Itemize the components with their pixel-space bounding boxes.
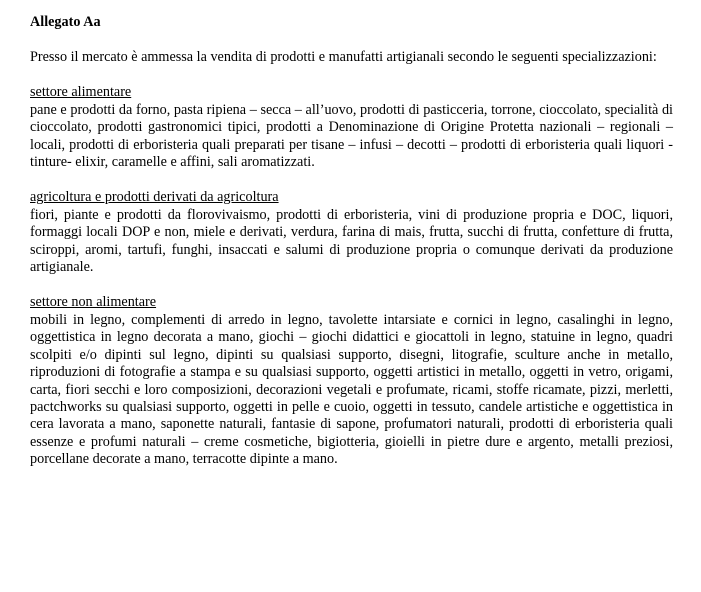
intro-paragraph: Presso il mercato è ammessa la vendita di prodotti e manufatti artigianali secondo le seguenti specializzazioni: [30,49,657,65]
section-heading-food: settore alimentare [30,84,132,101]
section-non-food [30,294,673,468]
section-agriculture [30,189,673,276]
section-heading-agriculture: agricoltura e prodotti derivati da agricoltura [30,189,279,206]
section-body-food: pane e prodotti da forno, pasta ripiena – secca – all’uovo, prodotti di pasticceria, torrone, cioccolato, specialità di cioccolato, prodotti gastronomici tipici, prodotti a Denominazione di Origine Protetta nazionali – regionali – locali, prodotti di erboristeria quali preparati per tisane – infusi – decotti – prodotti di erboristeria quali liquori - tinture- elixir, caramelle e affini, sali aromatizzati. [30,101,673,171]
section-body-agriculture: fiori, piante e prodotti da florovivaismo, prodotti di erboristeria, vini di produzione propria e DOC, liquori, formaggi locali DOP e non, miele e derivati, verdura, farina di mais, frutta, succhi di frutta, confetture di frutta, sciroppi, aromi, tartufi, funghi, insaccati e salumi di produzione propria o comunque derivati da produzione artigianale. [30,206,673,276]
section-food [30,84,673,171]
section-body-non-food: mobili in legno, complementi di arredo in legno, tavolette intarsiate e cornici in legno, casalinghi in legno, oggettistica in legno decorata a mano, giochi – giochi didattici e giocattoli in legno, statuine in legno, quadri scolpiti e/o dipinti sul legno, dipinti su qualsiasi supporto, disegni, litografie, sculture anche in metallo, riproduzioni di fotografie a stampa e su qualsiasi supporto, oggetti artistici in metallo, oggetti in vetro, origami, carta, fiori secchi e loro composizioni, decorazioni vegetali e profumate, ricami, stoffe ricamate, pizzi, merletti, pactchworks su qualsiasi supporto, oggetti in pelle e cuoio, oggetti in tessuto, candele artistiche e oggettistica in cera lavorata a mano, saponette naturali, fantasie di sapone, profumatori naturali, prodotti di erboristeria quali essenze e profumi naturali – creme cosmetiche, bigiotteria, gioielli in pietre dure e argento, metalli preziosi, porcellane decorate a mano, terracotte dipinte a mano. [30,311,673,468]
document-page [30,14,673,469]
document-title: Allegato Aa [30,14,101,30]
section-heading-non-food: settore non alimentare [30,294,157,311]
